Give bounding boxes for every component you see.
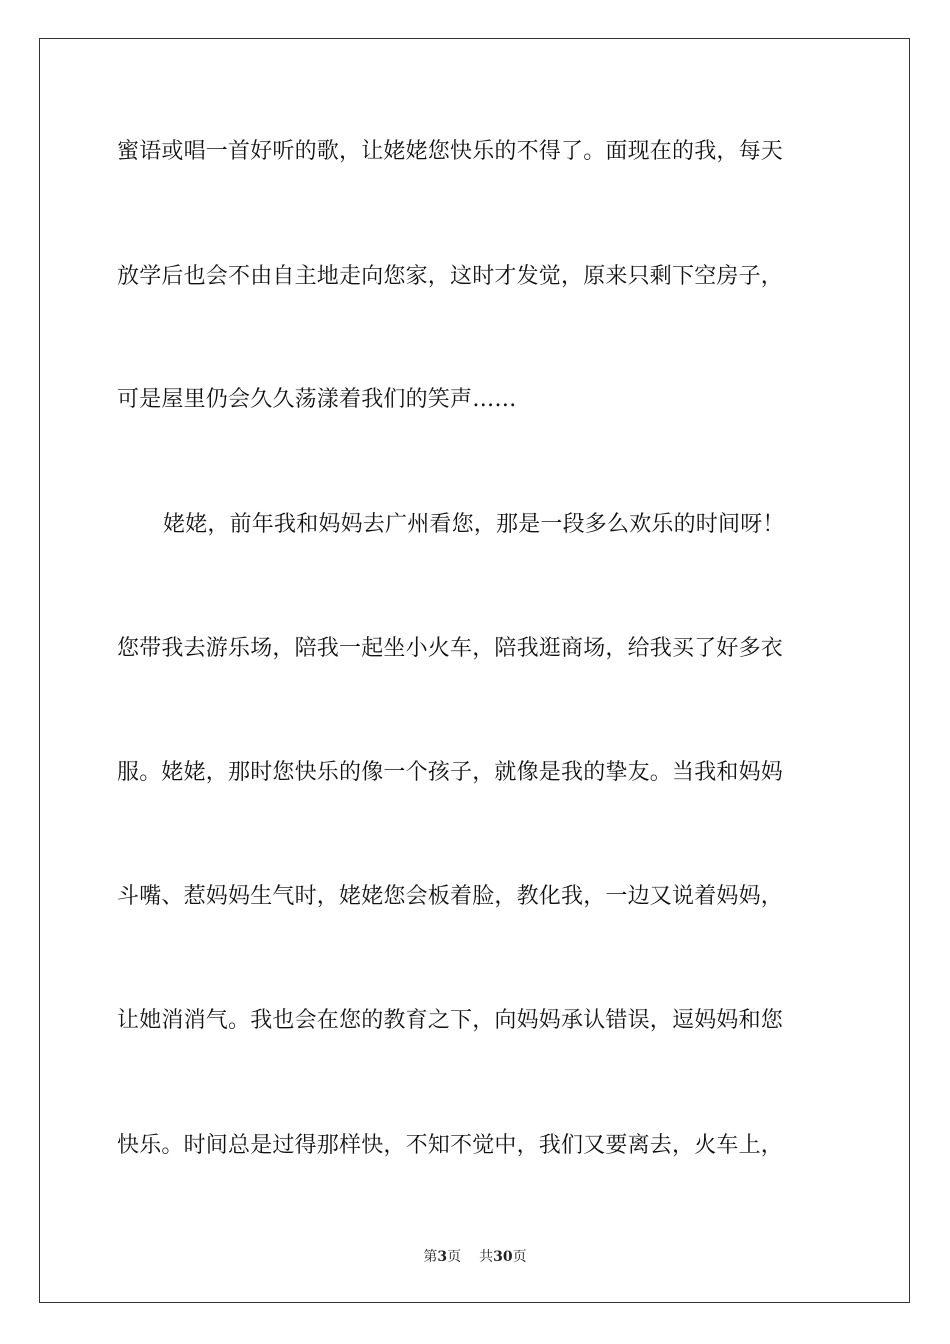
current-page-number: 3 [437,1249,448,1265]
text-line-8: 让她消消气。我也会在您的教育之下，向妈妈承认错误，逗妈妈和您 [117,1008,784,1033]
text-line-5: 您带我去游乐场，陪我一起坐小火车，陪我逛商场，给我买了好多衣 [117,636,784,661]
text-line-3: 可是屋里仍会久久荡漾着我们的笑声…… [117,387,517,412]
text-line-2: 放学后也会不由自主地走向您家，这时才发觉，原来只剩下空房子， [117,264,784,289]
page-border [39,38,910,1303]
page-prefix: 第 [423,1249,438,1265]
text-line-9: 快乐。时间总是过得那样快，不知不觉中，我们又要离去，火车上， [117,1133,784,1158]
page-footer [0,1248,950,1266]
text-line-6: 服。姥姥，那时您快乐的像一个孩子，就像是我的挚友。当我和妈妈 [117,760,784,785]
text-line-7: 斗嘴、惹妈妈生气时，姥姥您会板着脸，教化我，一边又说着妈妈， [117,884,784,909]
total-prefix: 共 [479,1249,494,1265]
paragraph-start-line: 姥姥，前年我和妈妈去广州看您，那是一段多么欢乐的时间呀！ [163,512,785,537]
total-page-count: 30 [493,1249,513,1265]
total-unit: 页 [512,1249,527,1265]
page-unit: 页 [447,1249,462,1265]
text-line-1: 蜜语或唱一首好听的歌，让姥姥您快乐的不得了。面现在的我，每天 [117,139,784,164]
